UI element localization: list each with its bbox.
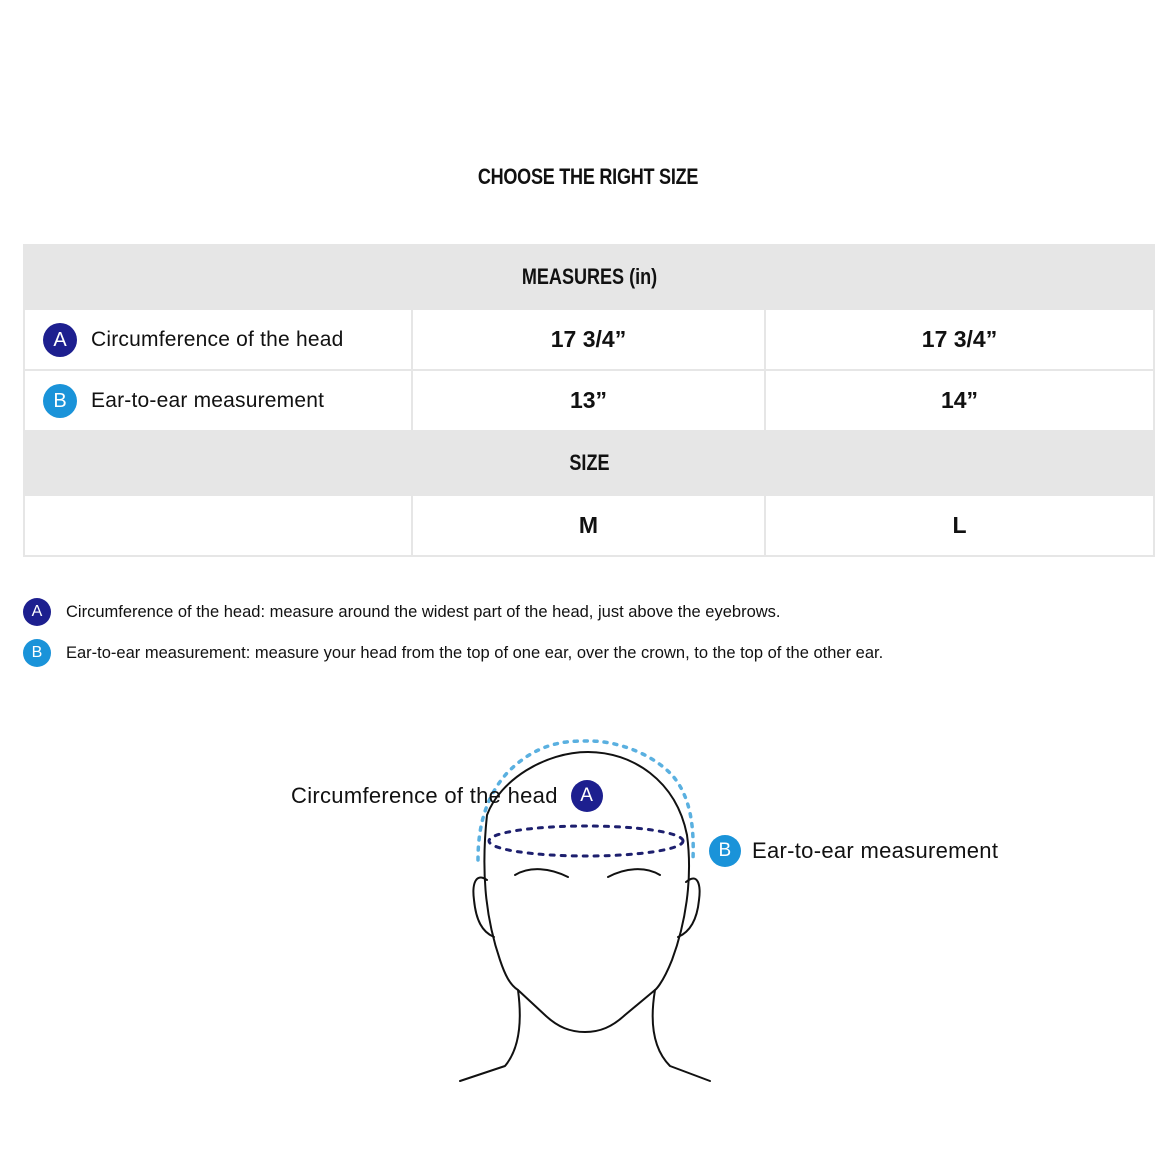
diagram-label-b-text: Ear-to-ear measurement: [752, 838, 999, 863]
circumference-value-l: 17 3/4”: [765, 309, 1154, 370]
circumference-value-m: 17 3/4”: [412, 309, 765, 370]
right-eyebrow: [608, 869, 660, 877]
ear-to-ear-value-l: 14”: [765, 370, 1154, 431]
left-eyebrow: [515, 869, 568, 877]
note-text: Ear-to-ear measurement: measure your head from the top of one ear, over the crown, to the top of the other ear.: [66, 643, 884, 662]
neck-right: [653, 990, 710, 1081]
badge-b-icon: B: [709, 835, 741, 867]
badge-a-icon: A: [43, 323, 77, 357]
circumference-measure-line: [489, 826, 683, 856]
neck-left: [460, 990, 520, 1081]
badge-b-icon: B: [43, 384, 77, 418]
size-m: M: [412, 495, 765, 556]
badge-b-icon: B: [23, 639, 51, 667]
badge-a-icon: A: [23, 598, 51, 626]
badge-a-icon: A: [571, 780, 603, 812]
ear-to-ear-value-m: 13”: [412, 370, 765, 431]
size-header: SIZE: [24, 431, 1154, 495]
note-text: Circumference of the head: measure around the widest part of the head, just above the eyebrows.: [66, 602, 781, 621]
row-label-text: Circumference of the head: [91, 327, 344, 351]
row-label-text: Ear-to-ear measurement: [91, 388, 325, 412]
measures-header: MEASURES (in): [24, 245, 1154, 309]
page-title: CHOOSE THE RIGHT SIZE: [477, 164, 699, 189]
diagram-label-a-text: Circumference of the head: [291, 783, 558, 808]
size-l: L: [765, 495, 1154, 556]
diagram-label-ear-to-ear: [709, 835, 998, 867]
diagram-label-circumference: [291, 780, 603, 812]
